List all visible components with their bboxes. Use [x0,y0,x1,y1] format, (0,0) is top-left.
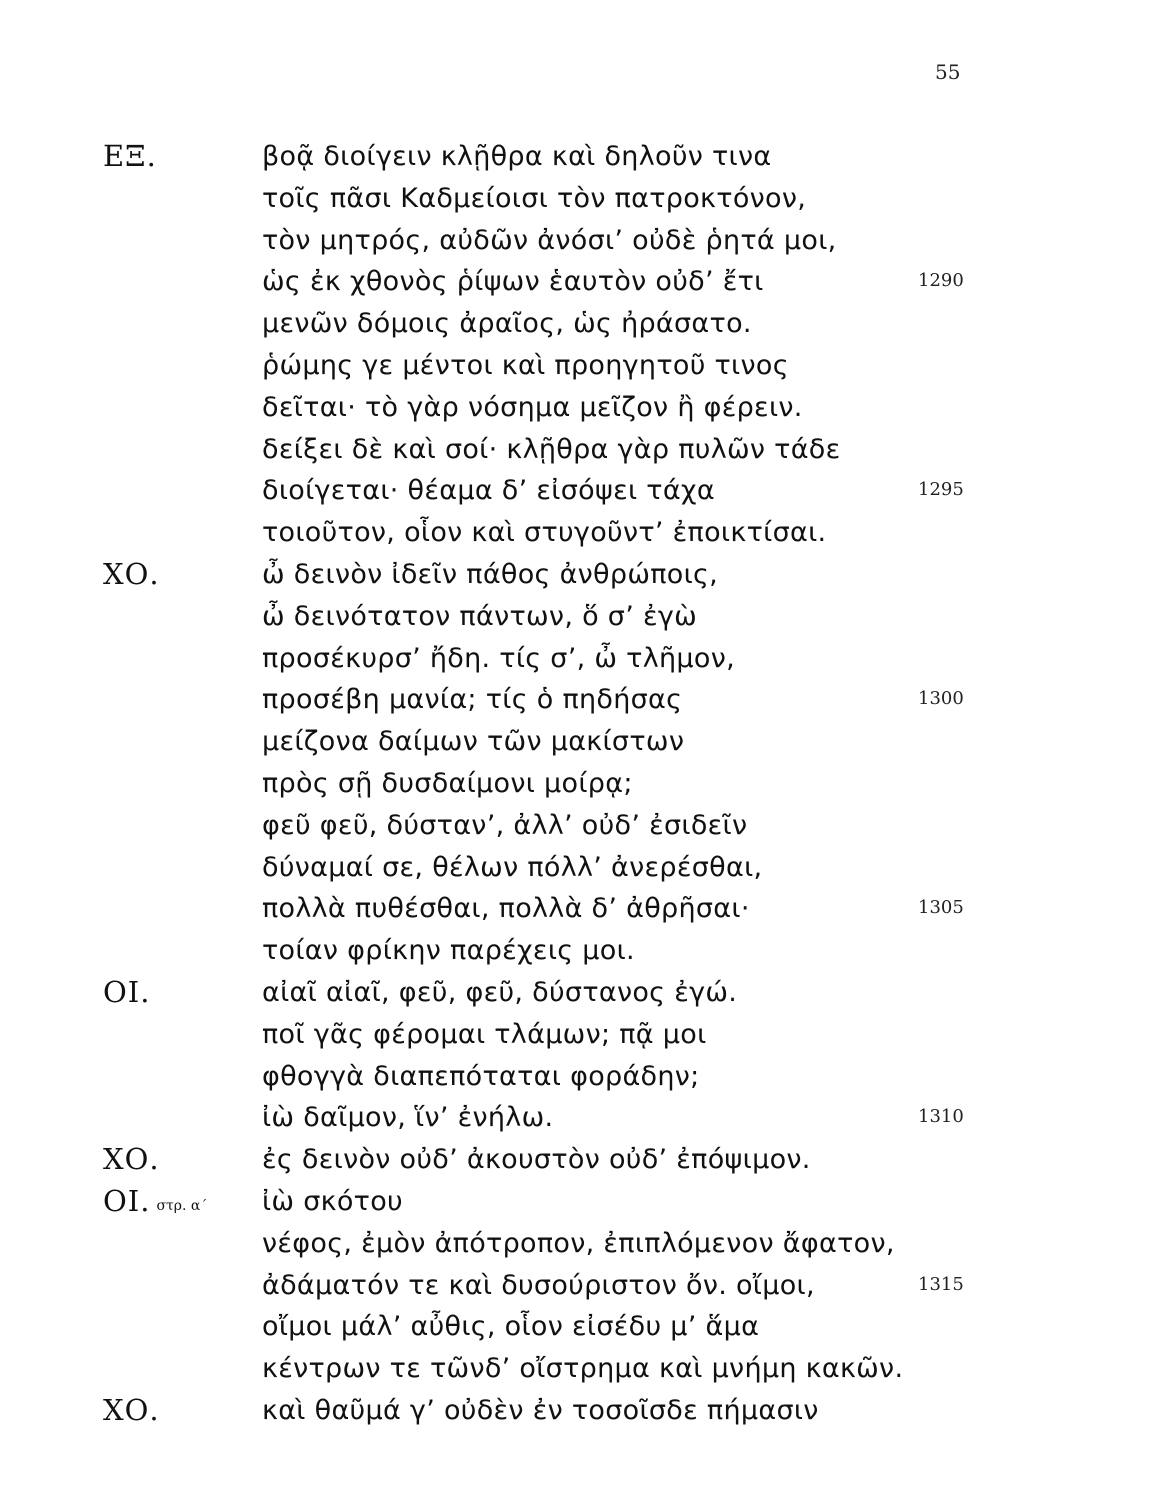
verse-line [0,1013,1160,1055]
verse-text: φεῦ φεῦ, δύσταν’, ἀλλ’ οὐδ’ ἐσιδεῖν [262,809,748,841]
verse-line [0,1264,1160,1306]
verse-line [0,469,1160,511]
speaker-label [103,1393,160,1427]
verse-line [0,678,1160,720]
verse-text: διοίγεται· θέαμα δ’ εἰσόψει τάχα [262,475,715,507]
verse-line [0,846,1160,888]
verse-text: οἴμοι μάλ’ αὖθις, οἷον εἰσέδυ μ’ ἅμα [262,1311,760,1343]
verse-text: ἀδάματόν τε καὶ δυσούριστον ὄν. οἴμοι, [262,1269,815,1301]
line-number: 1315 [918,1273,964,1295]
verse-line [0,762,1160,804]
verse-line [0,1389,1160,1431]
verse-text: βοᾷ διοίγειν κλῇθρα καὶ δηλοῦν τινα [262,141,772,172]
line-number: 1305 [918,897,964,919]
verse-line [0,804,1160,846]
verse-text: τοίαν φρίκην παρέχεις μοι. [262,935,635,967]
speaker-name: ΟΙ. [103,974,151,1009]
verse-line [0,595,1160,637]
verse-line [0,386,1160,428]
verse-text: καὶ θαῦμά γ’ οὐδὲν ἐν τοσοῖσδε πήμασιν [262,1394,819,1426]
verse-line [0,219,1160,261]
verse-text: πρὸς σῇ δυσδαίμονι μοίρᾳ; [262,767,633,799]
verse-text: ἐς δεινὸν οὐδ’ ἀκουστὸν οὐδ’ ἐπόψιμον. [262,1144,811,1176]
verse-text: ὦ δεινότατον πάντων, ὅ σ’ ἐγὼ [262,600,698,632]
verse-line [0,1222,1160,1264]
verse-line [0,302,1160,344]
verse-line [0,260,1160,302]
verse-text: φθογγὰ διαπεπόταται φοράδην; [262,1060,700,1092]
verse-text: ἰὼ σκότου [262,1185,403,1217]
verse-line [0,135,1160,177]
verse-line [0,720,1160,762]
verse-line [0,1347,1160,1389]
verse-text: ποῖ γᾶς φέρομαι τλάμων; πᾷ μοι [262,1018,707,1050]
verse-line [0,1305,1160,1347]
verse-line [0,929,1160,971]
speaker-label [103,975,150,1009]
line-number: 1300 [918,688,964,710]
speaker-name: ΕΞ. [103,139,157,173]
strophe-mark: στρ. α΄ [156,1197,208,1214]
verse-text: μενῶν δόμοις ἀραῖος, ὡς ἠράσατο. [262,308,752,340]
speaker-label [103,1142,160,1176]
verse-line [0,1055,1160,1097]
speaker-name: ΧΟ. [103,1392,160,1427]
line-number: 1295 [918,479,964,501]
verse-text: τὸν μητρός, αὐδῶν ἀνόσι’ οὐδὲ ῥητά μοι, [262,224,837,256]
verse-text: προσέκυρσ’ ἤδη. τίς σ’, ὦ τλῆμον, [262,642,735,674]
verse-text: ῥώμης γε μέντοι καὶ προηγητοῦ τινος [262,349,789,381]
verse-text: νέφος, ἐμὸν ἀπότροπον, ἐπιπλόμενον ἄφατον, [262,1227,895,1259]
verse-line [0,344,1160,386]
line-number: 1290 [918,270,964,292]
verse-line [0,1138,1160,1180]
verse-line [0,1096,1160,1138]
speaker-label [103,139,157,173]
verse-text: προσέβη μανία; τίς ὁ πηδήσας [262,684,683,716]
page-number: 55 [935,60,961,84]
speaker-label [103,1184,207,1218]
verse-text: τοῖς πᾶσι Καδμείοισι τὸν πατροκτόνον, [262,182,807,214]
line-number: 1310 [918,1106,964,1128]
verse-line [0,1180,1160,1222]
verse-line [0,887,1160,929]
verse-block [0,135,1160,1431]
verse-line [0,637,1160,679]
verse-text: ὦ δεινὸν ἰδεῖν πάθος ἀνθρώποις, [262,558,719,590]
speaker-name: ΧΟ. [103,556,160,591]
verse-line [0,511,1160,553]
verse-text: κέντρων τε τῶνδ’ οἴστρημα καὶ μνήμη κακῶν. [262,1353,904,1385]
speaker-name: ΟΙ. [103,1183,151,1218]
verse-line [0,428,1160,470]
verse-line [0,553,1160,595]
verse-line [0,177,1160,219]
verse-text: δεῖται· τὸ γὰρ νόσημα μεῖζον ἢ φέρειν. [262,391,803,423]
verse-text: δύναμαί σε, θέλων πόλλ’ ἀνερέσθαι, [262,851,763,883]
verse-text: αἰαῖ αἰαῖ, φεῦ, φεῦ, δύστανος ἐγώ. [262,976,738,1008]
verse-text: ἰὼ δαῖμον, ἵν’ ἐνήλω. [262,1102,554,1134]
verse-text: δείξει δὲ καὶ σοί· κλῇθρα γὰρ πυλῶν τάδε [262,433,841,465]
verse-text: πολλὰ πυθέσθαι, πολλὰ δ’ ἀθρῆσαι· [262,893,750,925]
verse-text: ὡς ἐκ χθονὸς ῥίψων ἑαυτὸν οὐδ’ ἔτι [262,266,764,298]
verse-text: τοιοῦτον, οἷον καὶ στυγοῦντ’ ἐποικτίσαι. [262,517,827,549]
verse-text: μείζονα δαίμων τῶν μακίστων [262,726,685,758]
verse-line [0,971,1160,1013]
speaker-name: ΧΟ. [103,1142,160,1177]
speaker-label [103,557,160,591]
